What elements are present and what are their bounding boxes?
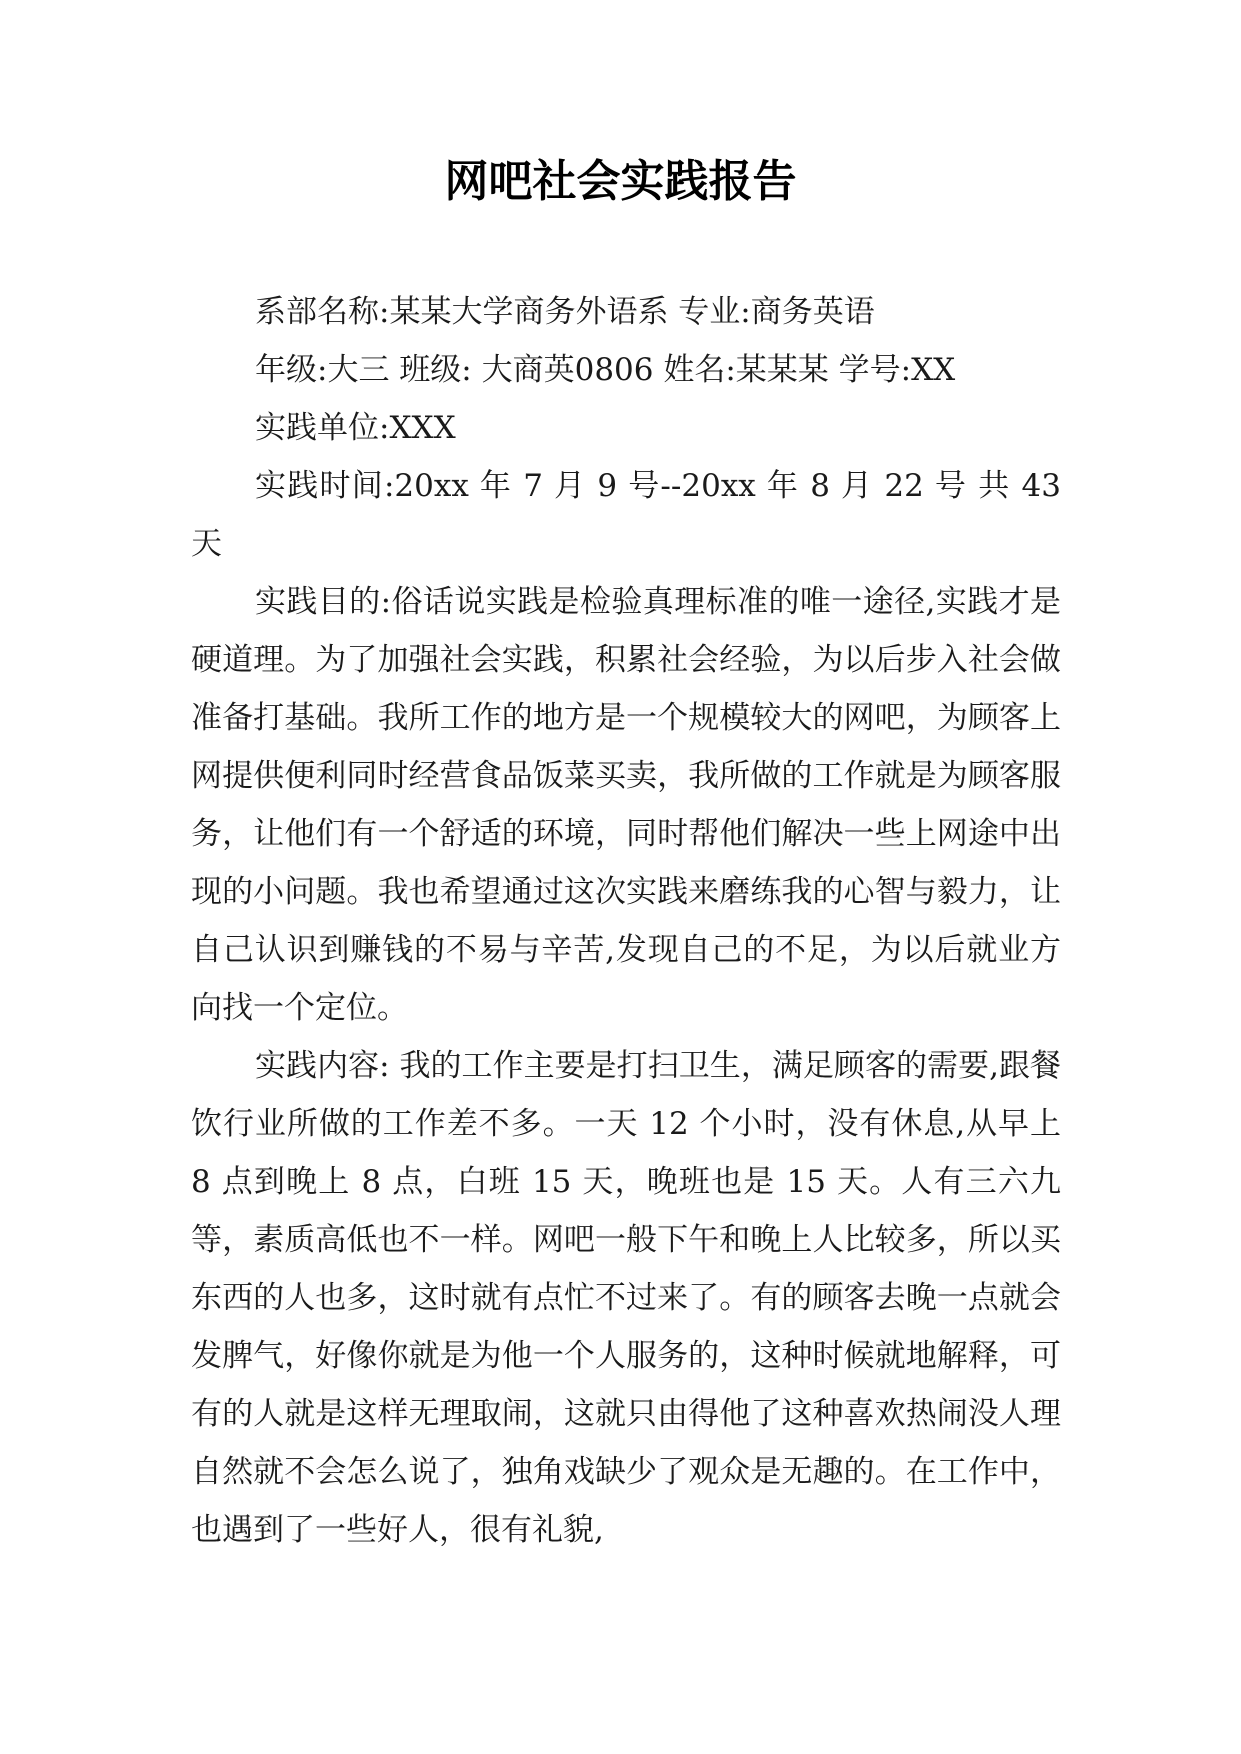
document-body bbox=[191, 283, 1061, 1559]
paragraph-practice-content: 实践内容: 我的工作主要是打扫卫生，满足顾客的需要,跟餐饮行业所做的工作差不多。一天 12 个小时，没有休息,从早上 8 点到晚上 8 点，白班 15 天，晚班也是 15 天。人有三六九等，素质高低也不一样。网吧一般下午和晚上人比较多，所以买东西的人也多，这时就有点忙不过来了。有的顾客去晚一点就会发脾气，好像你就是为他一个人服务的，这种时候就地解释，可有的人就是这样无理取闹，这就只由得他了这种喜欢热闹没人理自然就不会怎么说了，独角戏缺少了观众是无趣的。在工作中，也遇到了一些好人，很有礼貌, bbox=[191, 1048, 1061, 1548]
paragraph-practice-purpose: 实践目的:俗话说实践是检验真理标准的唯一途径,实践才是硬道理。为了加强社会实践，积累社会经验，为以后步入社会做准备打基础。我所工作的地方是一个规模较大的网吧，为顾客上网提供便利同时经营食品饭菜买卖，我所做的工作就是为顾客服务，让他们有一个舒适的环境，同时帮他们解决一些上网途中出现的小问题。我也希望通过这次实践来磨练我的心智与毅力，让自己认识到赚钱的不易与辛苦,发现自己的不足，为以后就业方向找一个定位。 bbox=[191, 584, 1061, 1026]
document-title: 网吧社会实践报告 bbox=[444, 156, 797, 207]
info-practice-unit: 实践单位:XXX bbox=[255, 410, 456, 446]
info-practice-time: 实践时间:20xx 年 7 月 9 号--20xx 年 8 月 22 号 共 43 天 bbox=[191, 468, 1061, 562]
info-department-major: 系部名称:某某大学商务外语系 专业:商务英语 bbox=[255, 294, 875, 330]
info-grade-class-name-id: 年级:大三 班级: 大商英0806 姓名:某某某 学号:XX bbox=[255, 352, 956, 388]
